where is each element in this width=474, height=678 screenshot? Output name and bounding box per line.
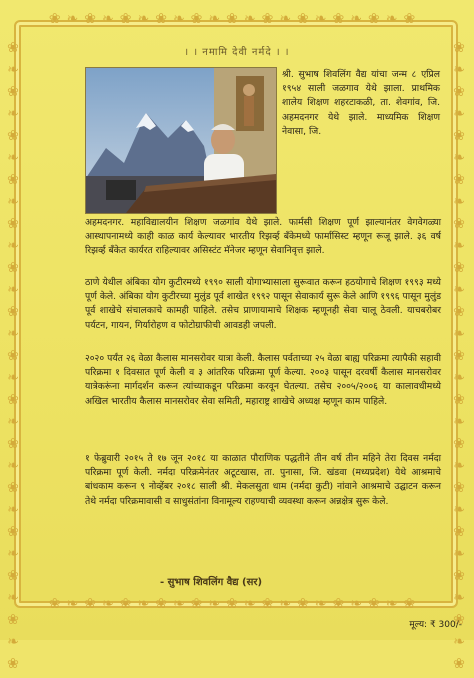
author-photo <box>85 67 277 214</box>
portrait-photo-icon <box>86 68 276 213</box>
border-ornament-right: ❀❧❀❧❀❧❀❧❀❧❀❧❀❧❀❧❀❧❀❧❀❧❀❧❀❧❀❧❀ <box>451 40 467 678</box>
paragraph-kailash: २०२० पर्यंत २६ वेळा कैलास मानसरोवर यात्रा केली. कैलास पर्वताच्या २५ वेळा बाह्य परिक्रमा त्यापैकी सहावी परिक्रमा १ दिवसात पूर्ण केली व ३ आंतरिक परिक्रमा पूर्ण केल्या. २००३ पासून दरवर्षी कैलास मानसरोवर यात्रेकरूंना मार्गदर्शन करून त्यांच्याकडून परिक्रमा करवून घेतल्या. तसेच २००५/२००६ या कालावधीमध्ये अखिल भारतीय कैलास मानसरोवर सेवा समिती, महाराष्ट्र शाखेचे अध्यक्ष म्हणून काम पाहिले. <box>85 353 441 407</box>
paragraph-yoga: ठाणे येथील अंबिका योग कुटीरमध्ये १९९० साली योगाभ्यासाला सुरूवात करून हठयोगाचे शिक्षण १९९३ मध्ये पूर्ण केले. अंबिका योग कुटीरच्या मुलुंड पूर्व शाखेत १९९२ पासून सेवाकार्य सुरू केले आणि १९९६ पासून मुलुंड पूर्व शाखेचे संचालकाचे कामही पाहिले. तसेच प्राणायामाचे शिक्षक म्हणूनही सेवा चालू ठेवली. याचबरोबर पर्यटन, गायन, गिर्यारोहण व फोटोग्राफीची आवडही जपली. <box>85 277 441 331</box>
border-ornament-top: ❀❧❀❧❀❧❀❧❀❧❀❧❀❧❀❧❀❧❀❧❀ <box>48 11 422 27</box>
border-ornament-left: ❀❧❀❧❀❧❀❧❀❧❀❧❀❧❀❧❀❧❀❧❀❧❀❧❀❧❀❧❀ <box>5 40 21 678</box>
paragraph-birth-education: श्री. सुभाष शिवलिंग वैद्य यांचा जन्म ८ एप्रिल १९५४ साली जळगाव येथे झाला. प्राथमिक शालेय शिक्षण शहरटाकळी, ता. शेवगांव, जि. अहमदनगर येथे झाले. माध्यमिक शिक्षण नेवासा, जि. <box>282 69 440 137</box>
book-header-title: । । नमामि देवी नर्मदे । । <box>184 47 290 58</box>
paragraph-narmada: १ फेब्रुवारी २०१५ ते १७ जून २०१८ या काळात पौराणिक पद्धतीने तीन वर्ष तीन महिने तेरा दिवस नर्मदा परिक्रमा पूर्ण केली. नर्मदा परिक्रमेनंतर अटूटखास, ता. पुनासा, जि. खंडवा (मध्यप्रदेश) येथे आश्रमाचे बांधकाम करून ९ नोव्हेंबर २०१८ साली श्री. मेकलसुता धाम (नर्मदा कुटी) नांवाने आश्रमाचे उद्घाटन करून तेथे नर्मदा परिक्रमावासी व साधुसंतांना विनामूल्य राहण्याची व्यवस्था करून अन्नक्षेत्र सुरू केले. <box>85 453 441 507</box>
paragraph-career: अहमदनगर. महाविद्यालयीन शिक्षण जळगांव येथे झाले. फार्मसी शिक्षण पूर्ण झाल्यानंतर वेगवेगळ्या आस्थापनामध्ये काही काळ कार्य केल्यावर भारतीय रिझर्व्ह बँकेमध्ये फार्मासिस्ट म्हणून रूजू झाले. ३६ वर्ष रिझर्व्ह बँकेत कार्यरत राहिल्यावर असिस्टंट मॅनेजर म्हणून सेवानिवृत्त झाले. <box>85 217 441 257</box>
author-signature: - सुभाष शिवलिंग वैद्य (सर) <box>160 577 263 588</box>
border-ornament-bottom: ❀❧❀❧❀❧❀❧❀❧❀❧❀❧❀❧❀❧❀❧❀ <box>48 596 422 612</box>
price-label: मूल्य: ₹ 300/- <box>409 620 462 630</box>
